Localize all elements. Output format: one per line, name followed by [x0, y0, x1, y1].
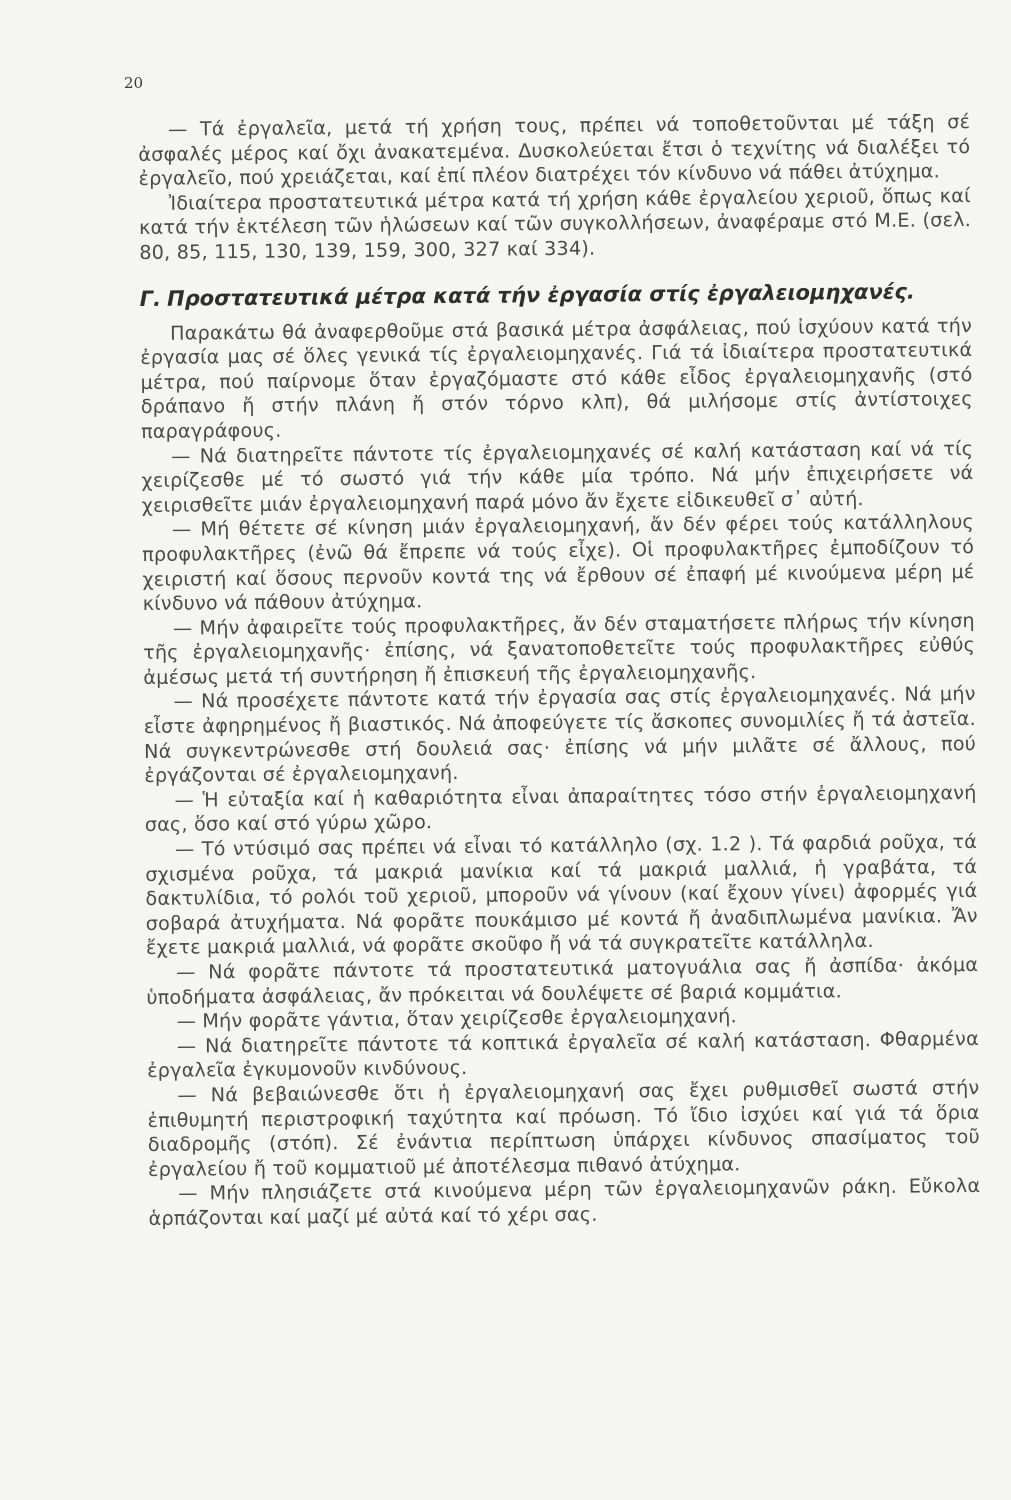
paragraph-remove-guards: — Μήν ἀφαιρεῖτε τούς προφυλακτῆρες, ἄν δέν σταματήσετε πλήρως τήν κίνηση τῆς ἐργαλειομηχανῆς· ἐπίσης, νά ξανατοποθετεῖτε τούς προφυλακτῆρες εὐθύς ἀμέσως μετά τή συντήρηση ἤ ἐπισκευή τῆς ἐργαλειομηχανῆς.	[143, 608, 976, 689]
section-heading	[140, 278, 972, 312]
paragraph-attention: — Νά προσέχετε πάντοτε κατά τήν ἐργασία σας στίς ἐργαλειομηχανές. Νά μήν εἶστε ἀφηρημένος ἤ βιαστικός. Νά ἀποφεύγετε τίς ἄσκοπες συνομιλίες ἤ τά ἀστεῖα. Νά συγκεντρώνεσθε στή δουλειά σας· ἐπίσης νά μήν μιλᾶτε σέ ἄλλους, πού ἐργάζονται σέ ἐργαλειομηχανή.	[143, 682, 977, 788]
paragraph-intro: Παρακάτω θά ἀναφερθοῦμε στά βασικά μέτρα ἀσφάλειας, πού ἰσχύουν κατά τήν ἐργασία μας σέ ὅλες γενικά τίς ἐργαλειομηχανές. Γιά τά ἰδιαίτερα προστατευτικά μέτρα, πού παίρνομε ὅταν ἐργαζόμαστε στό κάθε εἶδος ἐργαλειομηχανῆς (στό δράπανο ἤ στήν πλάνη ἤ στόν τόρνο κλπ), θά μιλήσομε στίς ἀντίστοιχες παραγράφους.	[140, 313, 973, 443]
page-number: 20	[124, 74, 144, 92]
paragraph-no-gloves: — Μήν φορᾶτε γάντια, ὅταν χειρίζεσθε ἐργαλειομηχανή.	[176, 1004, 737, 1033]
section-title: Προστατευτικά μέτρα κατά τήν ἐργασία στίς ἐργαλειομηχανές.	[166, 279, 915, 311]
paragraph-clothing: — Τό ντύσιμό σας πρέπει νά εἶναι τό κατάλληλο (σχ. 1.2 ). Τά φαρδιά ροῦχα, τά σχισμένα ροῦχα, τά μακριά μανίκια καί τά μακριά μαλλιά, ἡ γραβάτα, τά δακτυλίδια, τό ρολόι τοῦ χεριοῦ, μποροῦν νά γίνουν (καί ἔχουν γίνει) ἀφορμές γιά σοβαρά ἀτυχήματα. Νά φορᾶτε πουκάμισο μέ κοντά ἤ ἀναδιπλωμένα μανίκια. Ἄν ἔχετε μακριά μαλλιά, νά φορᾶτε σκοῦφο ἤ νά τά συγκρατεῖτε κατάλληλα.	[145, 830, 978, 960]
paragraph-cutting-tools: — Νά διατηρεῖτε πάντοτε τά κοπτικά ἐργαλεῖα σέ καλή κατάσταση. Φθαρμένα ἐργαλεῖα ἐγκυμονοῦν κινδύνους.	[147, 1026, 979, 1083]
paragraph-order-cleanliness: — Ἡ εὐταξία καί ἡ καθαριότητα εἶναι ἀπαραίτητες τόσο στήν ἐργαλειομηχανή σας, ὅσο καί στό γύρω χῶρο.	[144, 780, 977, 837]
paragraph-goggles: — Νά φορᾶτε πάντοτε τά προστατευτικά ματογυάλια σας ἤ ἀσπίδα· ἀκόμα ὑποδήματα ἀσφάλειας, ἄν πρόκειται νά δουλέψετε σέ βαριά κομμάτια.	[146, 952, 979, 1009]
page-content	[138, 110, 981, 1231]
paragraph-guards-required: — Μή θέτετε σέ κίνηση μιάν ἐργαλειομηχανή, ἄν δέν φέρει τούς κατάλληλους προφυλακτῆρες (ἐνῶ θά ἔπρεπε νά τούς εἶχε). Οἱ προφυλακτῆρες ἐμποδίζουν τό χειριστή καί ὅσους περνοῦν κοντά της νά ἔρθουν σέ ἐπαφή μέ κινούμενα μέρη μέ κίνδυνο νά πάθουν ἀτύχημα.	[142, 510, 975, 616]
paragraph-tools-storage: — Τά ἐργαλεῖα, μετά τή χρήση τους, πρέπει νά τοποθετοῦνται μέ τάξη σέ ἀσφαλές μέρος καί ὄχι ἀνακατεμένα. Δυσκολεύεται ἔτσι ὁ τεχνίτης νά διαλέξει τό ἐργαλεῖο, πού χρειάζεται, καί ἐπί πλέον διατρέχει τόν κίνδυνο νά πάθει ἀτύχημα.	[138, 110, 971, 191]
paragraph-maintain-machines: — Νά διατηρεῖτε πάντοτε τίς ἐργαλειομηχανές σέ καλή κατάσταση καί νά τίς χειρίζεσθε μέ τό σωστό γιά τήν κάθε μία τρόπο. Νά μήν ἐπιχειρήσετε νά χειρισθεῖτε μιάν ἐργαλειομηχανή παρά μόνο ἄν ἔχετε εἰδικευθεῖ σ᾽ αὐτή.	[141, 436, 974, 517]
section-letter: Γ.	[139, 286, 162, 311]
paragraph-special-measures: Ἰδιαίτερα προστατευτικά μέτρα κατά τή χρήση κάθε ἐργαλείου χεριοῦ, ὅπως καί κατά τήν ἐκτέλεση τῶν ἡλώσεων καί τῶν συγκολλήσεων, ἀναφέραμε στό Μ.Ε. (σελ. 80, 85, 115, 130, 139, 159, 300, 327 καί 334).	[138, 183, 972, 264]
paragraph-speed-settings: — Νά βεβαιώνεσθε ὅτι ἡ ἐργαλειομηχανή σας ἔχει ρυθμισθεῖ σωστά στήν ἐπιθυμητή περιστροφική ταχύτητα καί πρόωση. Τό ἴδιο ἰσχύει καί γιά τά ὅρια διαδρομῆς (στόπ). Σέ ἐνάντια περίπτωση ὑπάρχει κίνδυνος σπασίματος τοῦ ἐργαλείου ἤ τοῦ κομματιοῦ μέ ἀποτέλεσμα πιθανό ἀτύχημα.	[147, 1075, 980, 1181]
paragraph-rags: — Μήν πλησιάζετε στά κινούμενα μέρη τῶν ἐργαλειομηχανῶν ράκη. Εὔκολα ἁρπάζονται καί μαζί μέ αὐτά καί τό χέρι σας.	[148, 1174, 981, 1230]
